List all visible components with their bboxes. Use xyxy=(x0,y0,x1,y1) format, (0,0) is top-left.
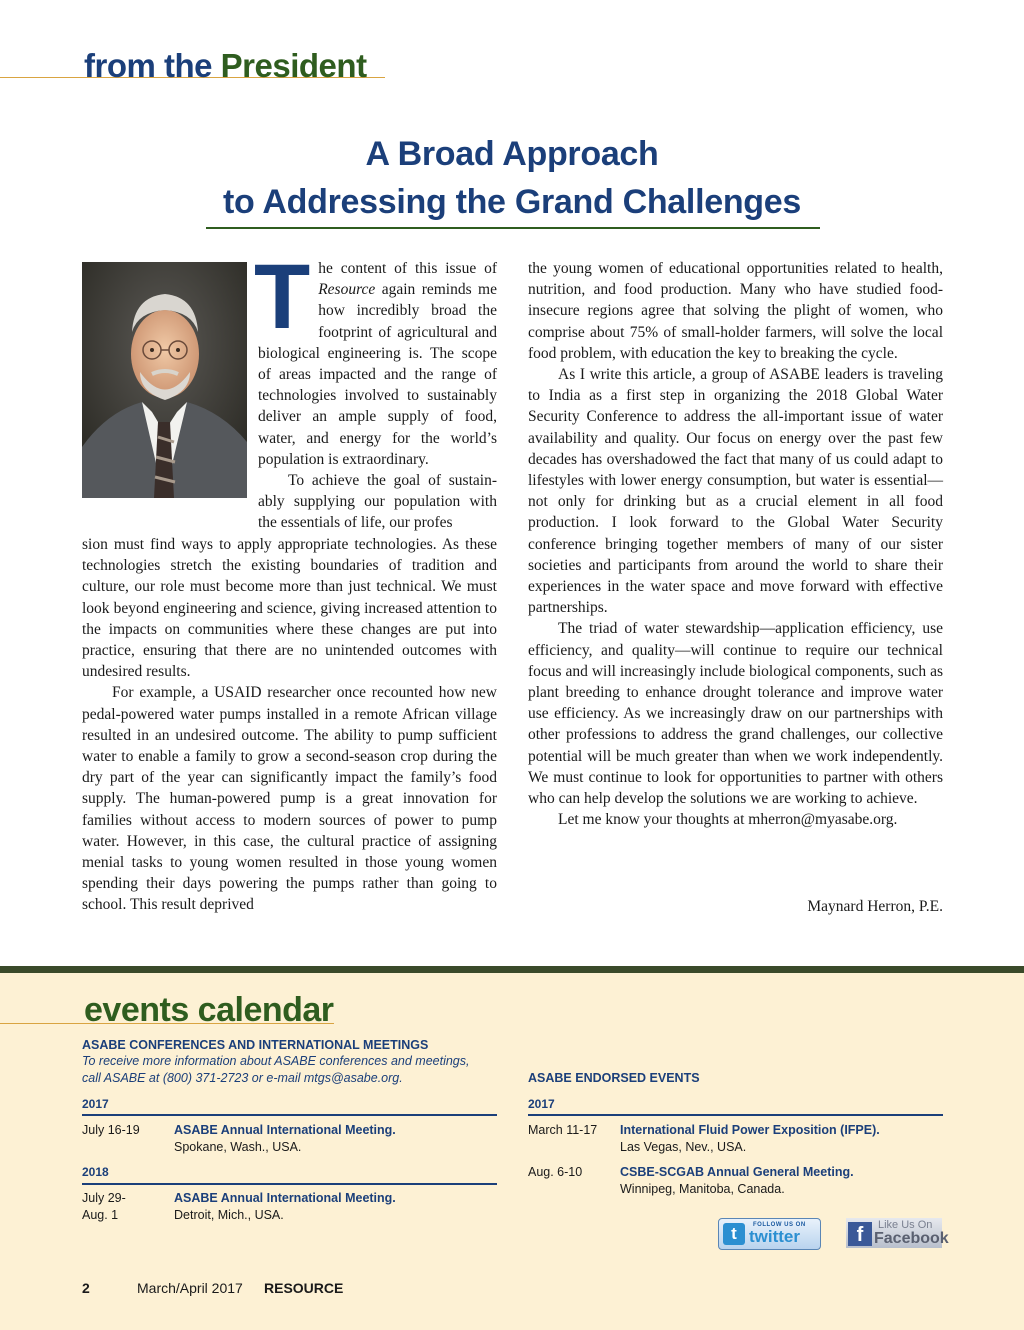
twitter-follow-button[interactable] xyxy=(718,1218,821,1250)
page-number: 2 xyxy=(82,1280,90,1296)
year-divider xyxy=(82,1114,497,1116)
paragraph-5: The triad of water stewardship—application efficiency, use efficiency, and quality—will continue to require our technical focus and will increasingly include biological components, such as plant breeding to enhance drought tolerance and improve water use efficiency. As we increasingly draw on our partnerships with other professions to address the grand challenges, our collective potential will be much greater than when we work independently. We must continue to look for opportunities to partner with others who can help develop the solutions we are working to achieve. xyxy=(528,620,943,808)
section-header xyxy=(84,46,367,86)
facebook-like-button[interactable] xyxy=(846,1218,949,1248)
article-column-right xyxy=(528,258,943,830)
article-title-line1: A Broad Approach xyxy=(365,135,659,173)
event-date: July 16-19 xyxy=(82,1123,140,1137)
magazine-name: RESOURCE xyxy=(264,1280,344,1296)
event-name: ASABE Annual International Meeting. xyxy=(174,1191,396,1205)
paragraph-3-continued: the young women of educational opportunities related to health, nutrition, and food production. Many who have studied food-insecure regions agree that solving the plight of women, who comprise about 75% of small-holder farmers, will solve the local food problem, with education the key to breaking the cycle. xyxy=(528,260,943,362)
event-date-end: Aug. 1 xyxy=(82,1208,119,1222)
facebook-wordmark: Facebook xyxy=(874,1230,949,1247)
events-title: events calendar xyxy=(84,991,334,1029)
section-header-word2: President xyxy=(220,47,367,84)
conferences-info-line2: call ASABE at (800) 371-2723 or e-mail mtgs@asabe.org. xyxy=(82,1071,403,1085)
facebook-icon: f xyxy=(848,1222,872,1246)
event-name: International Fluid Power Exposition (IFPE). xyxy=(620,1123,880,1137)
facebook-like-label: Like Us On xyxy=(878,1219,933,1231)
event-location: Spokane, Wash., USA. xyxy=(174,1140,302,1154)
twitter-wordmark: twitter xyxy=(749,1227,800,1246)
twitter-follow-label: FOLLOW US ON xyxy=(753,1222,806,1228)
paragraph-6: Let me know your thoughts at mherron@myasabe.org. xyxy=(558,811,898,829)
article-column-left-top xyxy=(254,246,497,534)
event-name: CSBE-SCGAB Annual General Meeting. xyxy=(620,1165,854,1179)
year-divider xyxy=(528,1114,943,1116)
conferences-info-line1: To receive more information about ASABE conferences and meetings, xyxy=(82,1054,470,1068)
paragraph-2-top: To achieve the goal of sustainably supplying our population with the essentials of life, our profes xyxy=(258,472,497,532)
paragraph-2-bottom: sion must find ways to apply appropriate technologies. As these technologies stretch the existing boundaries of tradition and culture, our role must become more than just technical. We must look beyond engineering and science, giving increased attention to the impacts on communities where these changes are put into practice, ensuring that there are no unintended outcomes with undesired results. xyxy=(82,536,497,681)
event-date: Aug. 6-10 xyxy=(528,1165,583,1179)
author-photo xyxy=(82,262,247,498)
paragraph-3: For example, a USAID researcher once recounted how new pedal-powered water pumps installed in a remote African village resulted in an undesired outcome. The ability to pump sufficient water to enable a family to grow a second-season crop during the dry part of the year can significantly impact the family’s food supply. The human-powered pump is a great innovation for families without access to modern sources of power to pump water. However, in this case, the cultural practice of assigning menial tasks to young women resulted in those young women spending their days powering the pumps rather than going to school. This result deprived xyxy=(82,684,497,914)
portrait-illustration xyxy=(82,262,247,498)
twitter-icon: t xyxy=(723,1223,745,1245)
dropcap-letter: T xyxy=(254,246,311,348)
title-underline xyxy=(206,227,820,229)
event-date: July 29- xyxy=(82,1191,126,1205)
section-header-word1: from the xyxy=(84,47,212,84)
year-label-2017: 2017 xyxy=(82,1097,109,1111)
event-location: Winnipeg, Manitoba, Canada. xyxy=(620,1182,785,1196)
event-location: Las Vegas, Nev., USA. xyxy=(620,1140,747,1154)
article-title-line2: to Addressing the Grand Challenges xyxy=(223,183,801,221)
article-column-left-bottom xyxy=(82,534,497,916)
event-name: ASABE Annual International Meeting. xyxy=(174,1123,396,1137)
event-location: Detroit, Mich., USA. xyxy=(174,1208,284,1222)
magazine-name-italic: Resource xyxy=(318,281,376,299)
events-top-bar xyxy=(0,966,1024,973)
event-date: March 11-17 xyxy=(528,1123,598,1137)
issue-date: March/April 2017 xyxy=(137,1280,243,1296)
conferences-heading: ASABE CONFERENCES AND INTERNATIONAL MEETINGS xyxy=(82,1038,429,1052)
paragraph-1-rest: again reminds me how incredibly broad the footprint of agricultural and biological engineering is. The scope of areas impacted and the range of technologies involved to sustainably deliver an ample supply of food, water, and energy for the world’s population is extraordinary. xyxy=(258,281,497,468)
year-divider xyxy=(82,1183,497,1185)
conferences-info xyxy=(82,1053,502,1087)
endorsed-heading: ASABE ENDORSED EVENTS xyxy=(528,1071,700,1085)
article-title xyxy=(150,130,874,226)
author-signature: Maynard Herron, P.E. xyxy=(807,898,943,915)
paragraph-1-start: he content of this issue of xyxy=(318,260,497,277)
year-label-2018: 2018 xyxy=(82,1165,109,1179)
year-label-2017-endorsed: 2017 xyxy=(528,1097,555,1111)
paragraph-4: As I write this article, a group of ASABE leaders is traveling to India as a first step in organizing the 2018 Global Water Security Conference to address the all-important issue of water availability and quality. Our focus on energy over the past few decades has overshadowed the fact that many of us could adapt to lifestyles with lower energy consumption, but water is essential—not only for drinking but as a crucial element in all food production. I look forward to the Global Water Security conference bringing together members of many of our sister societies and participants from around the world to share their experiences in the water space and move forward with effective partnerships. xyxy=(528,366,943,617)
